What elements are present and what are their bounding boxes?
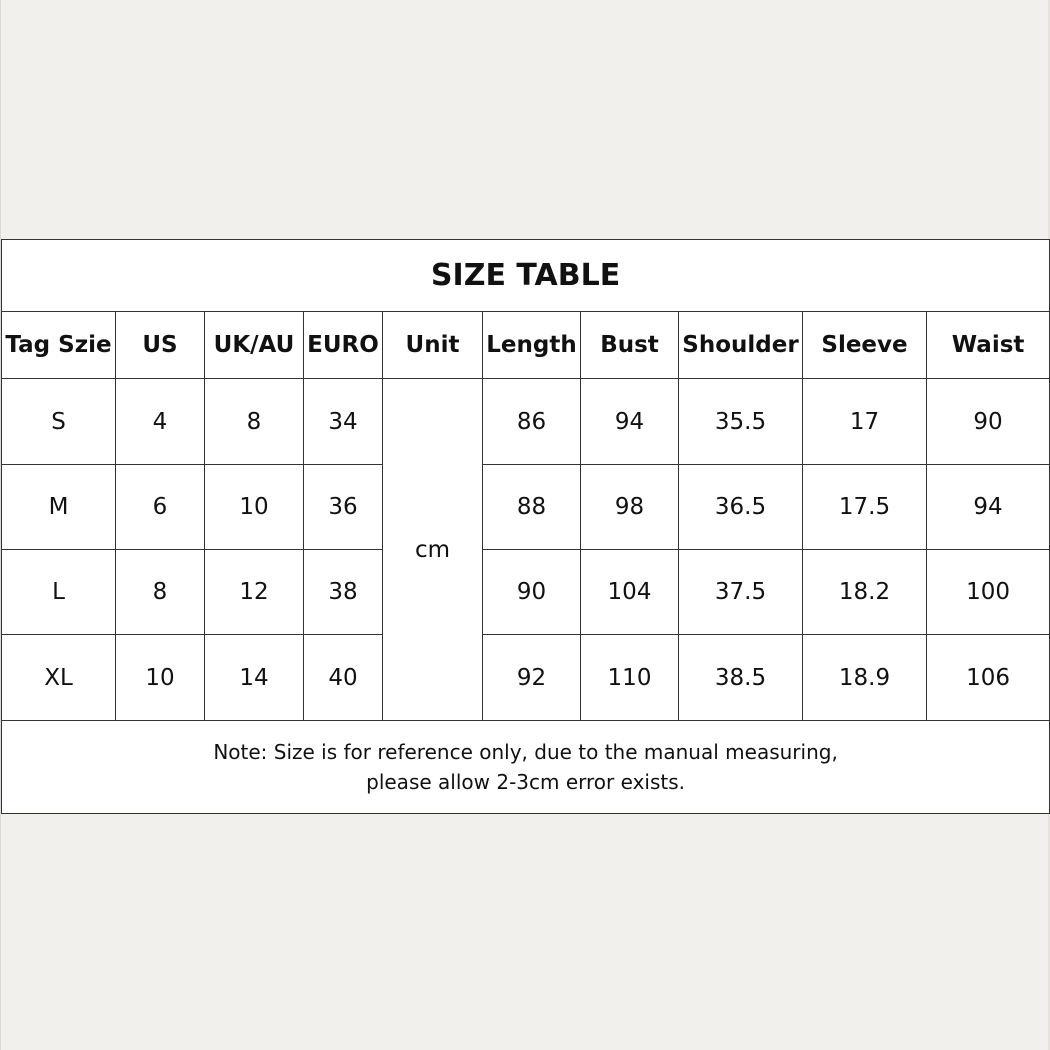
table-row (2, 464, 1050, 549)
cell-euro: 34 (304, 379, 383, 464)
cell-uk-au: 10 (205, 464, 304, 549)
cell-bust: 98 (581, 464, 679, 549)
size-note (2, 720, 1050, 813)
cell-euro: 40 (304, 635, 383, 720)
note-line-1: Note: Size is for reference only, due to the manual measuring, (213, 739, 838, 764)
cell-us: 6 (116, 464, 205, 549)
cell-waist: 90 (927, 379, 1050, 464)
cell-waist: 106 (927, 635, 1050, 720)
cell-tag-size: L (2, 550, 116, 635)
cell-tag-size: M (2, 464, 116, 549)
cell-shoulder: 37.5 (679, 550, 803, 635)
table-row (2, 550, 1050, 635)
cell-us: 10 (116, 635, 205, 720)
cell-euro: 38 (304, 550, 383, 635)
cell-uk-au: 14 (205, 635, 304, 720)
header-bust: Bust (581, 312, 679, 379)
cell-length: 86 (483, 379, 581, 464)
size-table (1, 239, 1050, 814)
cell-sleeve: 17 (803, 379, 927, 464)
cell-uk-au: 8 (205, 379, 304, 464)
cell-shoulder: 38.5 (679, 635, 803, 720)
cell-sleeve: 18.9 (803, 635, 927, 720)
cell-unit: cm (383, 379, 483, 720)
cell-shoulder: 35.5 (679, 379, 803, 464)
cell-euro: 36 (304, 464, 383, 549)
header-shoulder: Shoulder (679, 312, 803, 379)
header-us: US (116, 312, 205, 379)
header-euro: EURO (304, 312, 383, 379)
cell-tag-size: S (2, 379, 116, 464)
header-uk-au: UK/AU (205, 312, 304, 379)
header-row (2, 312, 1050, 379)
cell-length: 92 (483, 635, 581, 720)
note-line-2: please allow 2-3cm error exists. (366, 769, 686, 794)
header-sleeve: Sleeve (803, 312, 927, 379)
cell-waist: 100 (927, 550, 1050, 635)
header-length: Length (483, 312, 581, 379)
header-waist: Waist (927, 312, 1050, 379)
cell-bust: 104 (581, 550, 679, 635)
cell-sleeve: 17.5 (803, 464, 927, 549)
table-row (2, 635, 1050, 720)
cell-shoulder: 36.5 (679, 464, 803, 549)
cell-uk-au: 12 (205, 550, 304, 635)
cell-tag-size: XL (2, 635, 116, 720)
cell-sleeve: 18.2 (803, 550, 927, 635)
cell-waist: 94 (927, 464, 1050, 549)
cell-us: 4 (116, 379, 205, 464)
cell-bust: 110 (581, 635, 679, 720)
header-unit: Unit (383, 312, 483, 379)
cell-length: 88 (483, 464, 581, 549)
cell-bust: 94 (581, 379, 679, 464)
table-row (2, 379, 1050, 464)
cell-us: 8 (116, 550, 205, 635)
cell-length: 90 (483, 550, 581, 635)
table-title: SIZE TABLE (2, 240, 1050, 312)
header-tag-size: Tag Szie (2, 312, 116, 379)
